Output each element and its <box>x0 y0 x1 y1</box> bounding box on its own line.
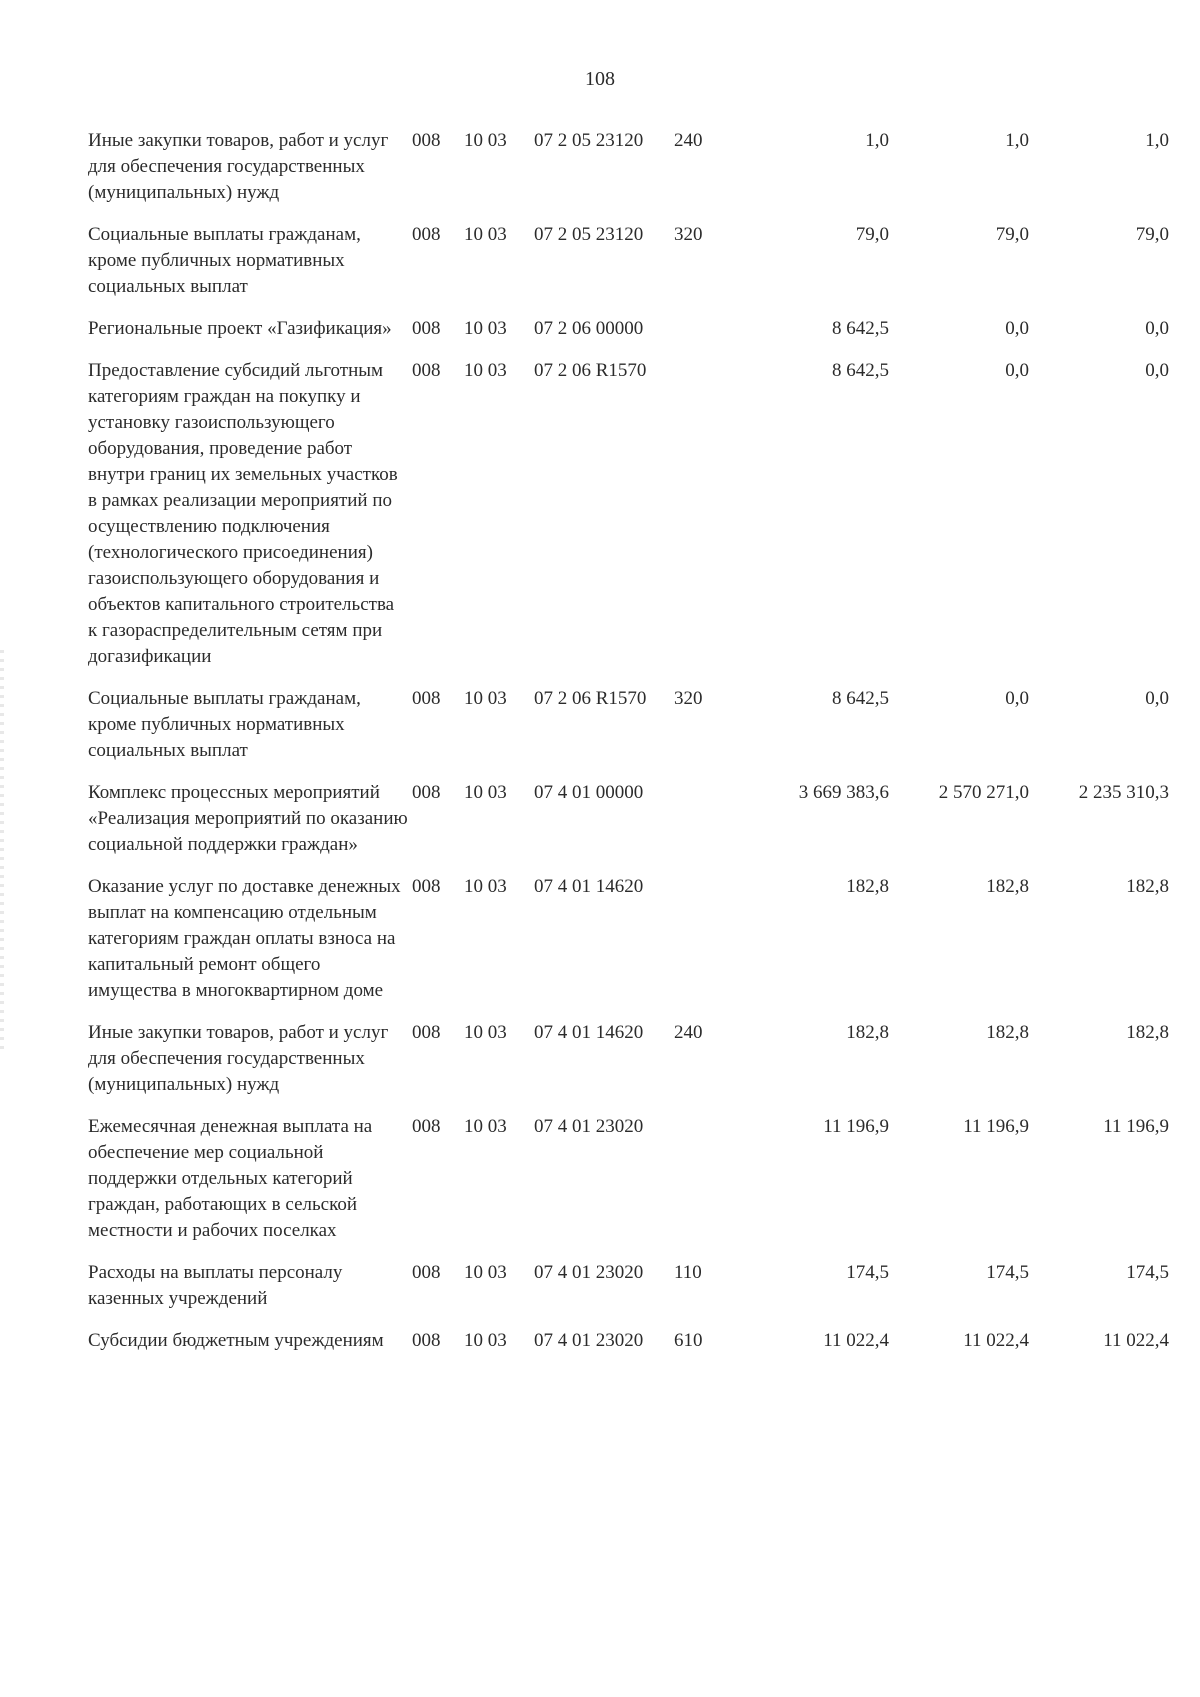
row-exp-cell: 320 <box>674 688 703 709</box>
row-section-cell: 10 03 <box>464 1022 507 1043</box>
row-sum3-cell: 1,0 <box>1145 130 1169 151</box>
row-sum2-cell: 0,0 <box>1005 688 1029 709</box>
row-csr-cell: 07 4 01 23020 <box>534 1330 644 1351</box>
row-sum2-cell: 0,0 <box>1005 318 1029 339</box>
row-csr-cell: 07 2 06 R1570 <box>534 360 647 381</box>
row-name-cell: Ежемесячная денежная выплата на обеспечение мер социальной поддержки отдельных категорий граждан, работающих в сельской местности и рабочих поселках <box>88 1116 373 1241</box>
row-name-cell: Социальные выплаты гражданам, кроме публичных нормативных социальных выплат <box>88 224 361 297</box>
row-section-cell: 10 03 <box>464 360 507 381</box>
row-sum2-cell: 2 570 271,0 <box>938 782 1029 803</box>
row-exp-cell: 240 <box>674 1022 703 1043</box>
row-sum1-cell: 11 022,4 <box>823 1330 889 1351</box>
row-name-cell: Субсидии бюджетным учреждениям <box>88 1330 384 1351</box>
row-exp-cell: 610 <box>674 1330 703 1351</box>
row-code-cell: 008 <box>412 782 441 803</box>
row-name-cell: Предоставление субсидий льготным категориям граждан на покупку и установку газоиспользующего оборудования, проведение работ внутри границ их земельных участков в рамках реализации мероприятий по осуществлению подключения (технологического присоединения) газоиспользующего оборудования и объектов капитального строительства к газораспределительным сетям при догазификации <box>88 360 398 667</box>
row-sum2-cell: 182,8 <box>986 876 1029 897</box>
row-sum2-cell: 1,0 <box>1005 130 1029 151</box>
row-code-cell: 008 <box>412 318 441 339</box>
row-section-cell: 10 03 <box>464 1262 507 1283</box>
row-sum3-cell: 182,8 <box>1126 876 1169 897</box>
row-exp-cell <box>674 874 724 1020</box>
table-row <box>88 128 1169 222</box>
row-csr-cell: 07 4 01 23020 <box>534 1116 644 1137</box>
row-sum3-cell: 79,0 <box>1135 224 1169 245</box>
budget-table-body <box>88 128 1169 1370</box>
table-row <box>88 780 1169 874</box>
row-exp-cell <box>674 1114 724 1260</box>
row-exp-cell: 320 <box>674 224 703 245</box>
row-sum1-cell: 8 642,5 <box>832 318 889 339</box>
row-exp-cell <box>674 780 724 874</box>
row-section-cell: 10 03 <box>464 1116 507 1137</box>
row-code-cell: 008 <box>412 1116 441 1137</box>
row-code-cell: 008 <box>412 130 441 151</box>
row-sum3-cell: 174,5 <box>1126 1262 1169 1283</box>
table-row <box>88 1114 1169 1260</box>
row-sum3-cell: 0,0 <box>1145 318 1169 339</box>
row-sum1-cell: 11 196,9 <box>823 1116 889 1137</box>
row-sum2-cell: 182,8 <box>986 1022 1029 1043</box>
row-sum1-cell: 182,8 <box>846 876 889 897</box>
row-section-cell: 10 03 <box>464 688 507 709</box>
row-code-cell: 008 <box>412 1022 441 1043</box>
row-name-cell: Иные закупки товаров, работ и услуг для обеспечения государственных (муниципальных) нужд <box>88 1022 389 1095</box>
row-sum2-cell: 11 196,9 <box>963 1116 1029 1137</box>
row-csr-cell: 07 4 01 00000 <box>534 782 644 803</box>
row-csr-cell: 07 2 05 23120 <box>534 224 644 245</box>
row-sum2-cell: 0,0 <box>1005 360 1029 381</box>
row-code-cell: 008 <box>412 876 441 897</box>
row-section-cell: 10 03 <box>464 782 507 803</box>
row-section-cell: 10 03 <box>464 876 507 897</box>
row-name-cell: Социальные выплаты гражданам, кроме публичных нормативных социальных выплат <box>88 688 361 761</box>
row-csr-cell: 07 4 01 14620 <box>534 876 644 897</box>
row-exp-cell <box>674 358 724 686</box>
row-name-cell: Комплекс процессных мероприятий «Реализация мероприятий по оказанию социальной поддержки граждан» <box>88 782 408 855</box>
table-row <box>88 874 1169 1020</box>
table-row <box>88 358 1169 686</box>
budget-table <box>88 128 1169 1370</box>
row-sum2-cell: 11 022,4 <box>963 1330 1029 1351</box>
row-name-cell: Расходы на выплаты персоналу казенных учреждений <box>88 1262 343 1309</box>
row-name-cell: Региональные проект «Газификация» <box>88 318 392 339</box>
row-sum2-cell: 79,0 <box>995 224 1029 245</box>
table-row <box>88 686 1169 780</box>
row-exp-cell: 240 <box>674 130 703 151</box>
row-code-cell: 008 <box>412 688 441 709</box>
row-code-cell: 008 <box>412 1330 441 1351</box>
row-sum1-cell: 3 669 383,6 <box>798 782 889 803</box>
page-number: 108 <box>585 68 615 90</box>
row-code-cell: 008 <box>412 1262 441 1283</box>
row-csr-cell: 07 2 06 R1570 <box>534 688 647 709</box>
row-section-cell: 10 03 <box>464 224 507 245</box>
row-sum1-cell: 8 642,5 <box>832 688 889 709</box>
row-sum3-cell: 0,0 <box>1145 360 1169 381</box>
row-sum1-cell: 182,8 <box>846 1022 889 1043</box>
row-exp-cell <box>674 316 724 358</box>
row-code-cell: 008 <box>412 360 441 381</box>
row-sum1-cell: 1,0 <box>865 130 889 151</box>
row-sum3-cell: 0,0 <box>1145 688 1169 709</box>
row-sum1-cell: 79,0 <box>855 224 889 245</box>
row-section-cell: 10 03 <box>464 318 507 339</box>
row-sum3-cell: 182,8 <box>1126 1022 1169 1043</box>
table-row <box>88 1328 1169 1370</box>
table-row <box>88 222 1169 316</box>
scan-edge-marks <box>0 650 4 1050</box>
row-sum2-cell: 174,5 <box>986 1262 1029 1283</box>
row-sum3-cell: 11 022,4 <box>1103 1330 1169 1351</box>
row-csr-cell: 07 2 06 00000 <box>534 318 644 339</box>
table-row <box>88 1260 1169 1328</box>
row-sum1-cell: 174,5 <box>846 1262 889 1283</box>
row-code-cell: 008 <box>412 224 441 245</box>
row-name-cell: Иные закупки товаров, работ и услуг для обеспечения государственных (муниципальных) нужд <box>88 130 389 203</box>
row-sum1-cell: 8 642,5 <box>832 360 889 381</box>
row-sum3-cell: 11 196,9 <box>1103 1116 1169 1137</box>
row-csr-cell: 07 2 05 23120 <box>534 130 644 151</box>
row-section-cell: 10 03 <box>464 1330 507 1351</box>
row-name-cell: Оказание услуг по доставке денежных выплат на компенсацию отдельным категориям граждан оплаты взноса на капитальный ремонт общего имущества в многоквартирном доме <box>88 876 401 1001</box>
table-row <box>88 1020 1169 1114</box>
table-row <box>88 316 1169 358</box>
row-csr-cell: 07 4 01 14620 <box>534 1022 644 1043</box>
row-section-cell: 10 03 <box>464 130 507 151</box>
row-sum3-cell: 2 235 310,3 <box>1078 782 1169 803</box>
row-exp-cell: 110 <box>674 1262 702 1283</box>
row-csr-cell: 07 4 01 23020 <box>534 1262 644 1283</box>
